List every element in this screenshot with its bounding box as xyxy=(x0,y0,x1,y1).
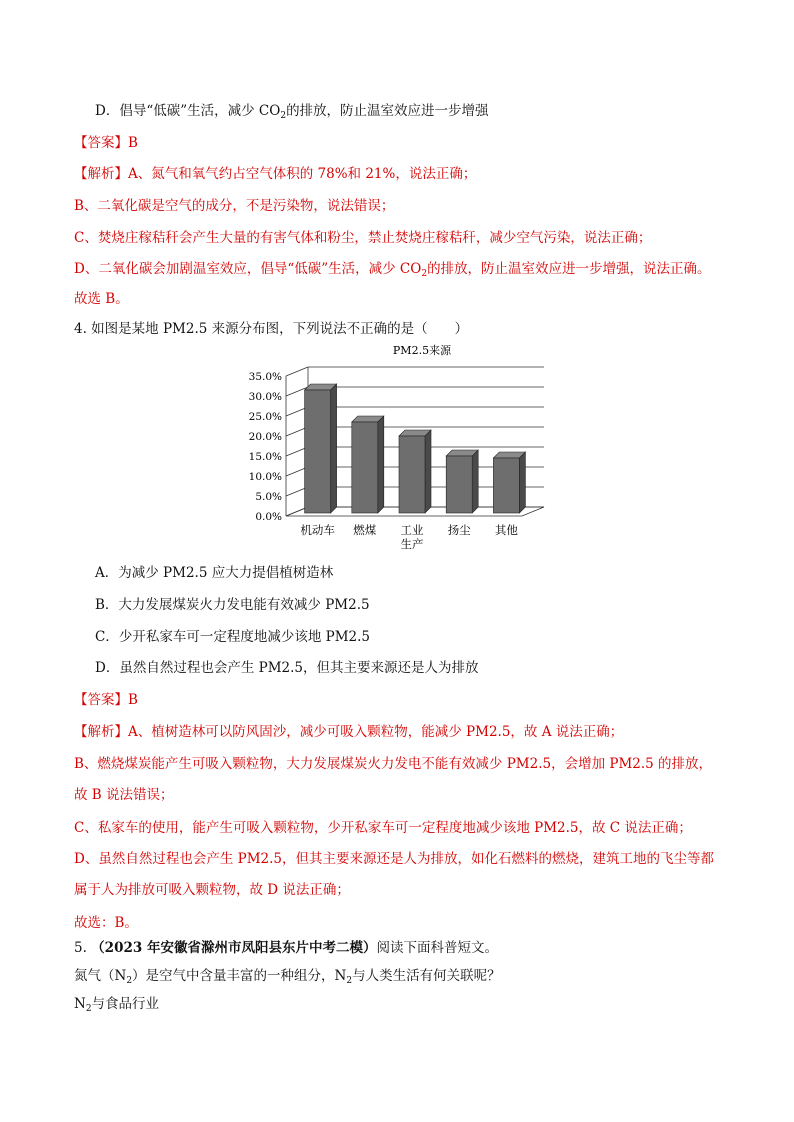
bar-front xyxy=(352,422,378,513)
bar-side xyxy=(519,452,525,513)
bar-工业生产 xyxy=(399,430,431,513)
bar-燃煤 xyxy=(352,416,384,513)
q3-analysis-b: B、二氧化碳是空气的成分，不是污染物，说法错误； xyxy=(74,198,395,214)
y-tick-label: 10.0% xyxy=(248,471,282,483)
x-tick-label: 燃煤 xyxy=(353,523,377,537)
y-tick-label: 25.0% xyxy=(248,411,282,423)
q3-option-d: D．倡导“低碳”生活，减少 $CO_2$的排放，防止温室效应进一步增强 xyxy=(95,103,489,121)
q3-conclusion: 故选 B。 xyxy=(74,291,129,307)
bar-side xyxy=(331,384,337,513)
x-tick-label: 工业生产 xyxy=(400,523,424,551)
q3-answer: 【答案】B xyxy=(74,135,138,151)
bar-其他 xyxy=(493,452,525,513)
x-tick-label: 其他 xyxy=(494,523,518,537)
bar-side xyxy=(425,430,431,513)
y-tick-label: 20.0% xyxy=(248,431,282,443)
q4-stem: 4. 如图是某地 PM2.5 来源分布图，下列说法不正确的是（ ） xyxy=(74,321,469,337)
q5-header: 5. （2023 年安徽省滁州市凤阳县东片中考二模）阅读下面科普短文。 xyxy=(74,940,498,956)
grid-diagonal xyxy=(286,367,308,376)
bar-front xyxy=(446,456,472,513)
y-tick-label: 5.0% xyxy=(255,491,282,503)
q4-analysis-b-line1: B、燃烧煤炭能产生可吸入颗粒物，大力发展煤炭火力发电不能有效减少 PM2.5，会增加 PM2.5 的排放， xyxy=(74,756,713,772)
x-tick-label: 扬尘 xyxy=(447,523,471,537)
q4-option-b: B．大力发展煤炭火力发电能有效减少 PM2.5 xyxy=(95,597,370,613)
q4-option-a: A．为减少 PM2.5 应大力提倡植树造林 xyxy=(95,565,334,581)
chart-x-ticks xyxy=(300,523,518,551)
bar-front xyxy=(305,390,331,513)
bar-top xyxy=(446,450,478,456)
q3-analysis-a: 【解析】A、氮气和氧气约占空气体积的 78%和 21%，说法正确； xyxy=(74,166,477,182)
y-tick-label: 0.0% xyxy=(255,511,282,523)
q4-conclusion: 故选：B。 xyxy=(74,915,138,931)
x-tick-label: 机动车 xyxy=(300,523,335,537)
q4-analysis-b-line2: 故 B 说法错误； xyxy=(74,787,174,803)
bar-front xyxy=(399,436,425,513)
q5-source: （2023 年安徽省滁州市凤阳县东片中考二模） xyxy=(91,940,377,956)
q4-analysis-a: 【解析】A、植树造林可以防风固沙，减少可吸入颗粒物，能减少 PM2.5，故 A 说法正确； xyxy=(74,724,624,740)
bar-side xyxy=(472,450,478,513)
y-tick-label: 15.0% xyxy=(248,451,282,463)
bar-扬尘 xyxy=(446,450,478,513)
q4-analysis-d-line1: D、虽然自然过程也会产生 PM2.5，但其主要来源还是人为排放，如化石燃料的燃烧，建筑工地的飞尘等都 xyxy=(74,851,714,867)
q4-analysis-c: C、私家车的使用，能产生可吸入颗粒物，少开私家车可一定程度地减少该地 PM2.5，故 C 说法正确； xyxy=(74,820,692,836)
q5-paragraph: 氮气$(N_2)$是空气中含量丰富的一种组分，$N_2$与人类生活有何关联呢？ xyxy=(74,968,501,986)
pm25-bar-chart xyxy=(232,338,562,554)
q4-answer: 【答案】B xyxy=(74,692,138,708)
bar-front xyxy=(493,458,519,513)
bar-top xyxy=(399,430,431,436)
chart-bars xyxy=(305,384,526,513)
q4-option-c: C．少开私家车可一定程度地减少该地 PM2.5 xyxy=(95,629,370,645)
bar-机动车 xyxy=(305,384,337,513)
chart-y-ticks xyxy=(249,371,282,523)
y-tick-label: 35.0% xyxy=(248,371,282,383)
q4-option-d: D．虽然自然过程也会产生 PM2.5，但其主要来源还是人为排放 xyxy=(95,660,479,676)
bar-top xyxy=(352,416,384,422)
q3-analysis-d: D、二氧化碳会加剧温室效应，倡导“低碳”生活，减少 $CO_2$的排放，防止温室效应进一步增强，说法正确。 xyxy=(74,261,711,279)
chart-title: PM2.5来源 xyxy=(392,344,452,357)
q5-subheading: $N_2$与食品行业 xyxy=(74,996,160,1014)
q3-analysis-c: C、焚烧庄稼秸秆会产生大量的有害气体和粉尘，禁止焚烧庄稼秸秆，减少空气污染，说法正确； xyxy=(74,230,652,246)
bar-top xyxy=(305,384,337,390)
y-tick-label: 30.0% xyxy=(248,391,282,403)
bar-side xyxy=(378,416,384,513)
q4-analysis-d-line2: 属于人为排放可吸入颗粒物，故 D 说法正确； xyxy=(74,882,350,898)
bar-top xyxy=(493,452,525,458)
